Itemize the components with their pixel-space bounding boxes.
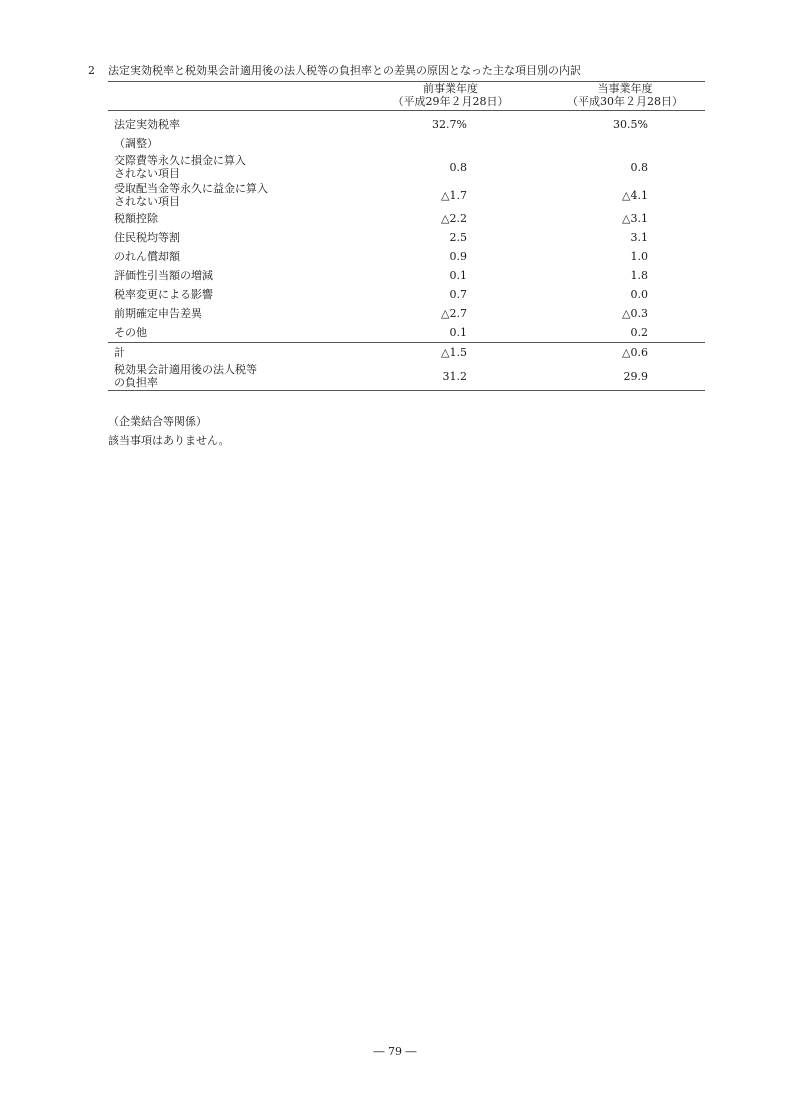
table-row: [108, 153, 705, 181]
row-label-line2: されない項目: [114, 195, 180, 208]
row-label-line1: 計: [114, 346, 125, 359]
row-label: [108, 181, 326, 209]
header-prev-date: （平成29年２月28日）: [326, 95, 515, 111]
row-label: [108, 266, 326, 285]
row-value-prev: 0.9: [449, 250, 467, 263]
row-label-line1: その他: [114, 326, 147, 339]
tax-rate-reconciliation-table: [108, 81, 705, 391]
row-value-curr: 1.8: [630, 269, 648, 282]
row-label: [108, 209, 326, 228]
row-value-prev: 0.1: [449, 269, 467, 282]
row-label: [108, 228, 326, 247]
header-blank: [108, 82, 326, 96]
row-label: [108, 111, 326, 135]
row-label-line1: のれん償却額: [114, 250, 180, 263]
section-number: 2: [88, 64, 95, 77]
row-label-line1: 税額控除: [114, 212, 158, 225]
table-body: [108, 111, 705, 391]
row-label-line1: （調整）: [114, 137, 158, 150]
table-row: [108, 323, 705, 343]
table-row: [108, 285, 705, 304]
row-value-prev: 0.8: [449, 160, 467, 174]
row-label: [108, 153, 326, 181]
row-value-curr: 30.5%: [613, 118, 648, 131]
table-row: [108, 111, 705, 135]
row-label-line1: 交際費等永久に損金に算入: [114, 154, 246, 167]
row-value-curr: 29.9: [515, 362, 705, 391]
row-label-line1: 前期確定申告差異: [114, 307, 202, 320]
row-value-prev: △1.5: [326, 343, 515, 363]
table-row: [108, 304, 705, 323]
row-label-line1: 受取配当金等永久に益金に算入: [114, 182, 268, 195]
row-value-curr: 1.0: [630, 250, 648, 263]
row-value-curr: 3.1: [630, 231, 648, 244]
row-label-line1: 評価性引当額の増減: [114, 269, 213, 282]
row-value-prev: 32.7%: [432, 118, 467, 131]
table-row: [108, 209, 705, 228]
row-value-curr: 0.8: [630, 160, 648, 174]
row-label: [108, 323, 326, 343]
row-value-curr: 0.2: [630, 326, 648, 339]
row-label: [108, 304, 326, 323]
section-heading: [88, 64, 728, 78]
row-value-prev: △2.2: [441, 212, 467, 225]
row-label-line1: 税率変更による影響: [114, 288, 213, 301]
header-curr-year: 当事業年度: [515, 82, 705, 96]
row-label-line2: の負担率: [114, 376, 158, 389]
row-label: [108, 247, 326, 266]
table-row: [108, 247, 705, 266]
table-row: [108, 362, 705, 391]
row-value-curr: △0.3: [622, 307, 648, 320]
table-row: [108, 181, 705, 209]
section-title: 法定実効税率と税効果会計適用後の法人税等の負担率との差異の原因となった主な項目別の内訳: [108, 64, 581, 77]
table-row: [108, 343, 705, 363]
row-value-prev: △1.7: [441, 188, 467, 202]
row-value-curr: △4.1: [622, 188, 648, 202]
row-value-curr: [515, 134, 705, 153]
header-prev-year: 前事業年度: [326, 82, 515, 96]
row-value-curr: △0.6: [515, 343, 705, 363]
header-curr-date: （平成30年２月28日）: [515, 95, 705, 111]
row-label-line1: 法定実効税率: [114, 118, 180, 131]
row-label-line1: 税効果会計適用後の法人税等: [114, 363, 257, 376]
row-value-curr: 0.0: [630, 288, 648, 301]
business-combination-heading: （企業結合等関係）: [108, 415, 207, 428]
table-row: [108, 266, 705, 285]
row-value-prev: 2.5: [449, 231, 467, 244]
row-value-curr: △3.1: [622, 212, 648, 225]
business-combination-text: 該当事項はありません。: [108, 434, 230, 447]
table-row: [108, 134, 705, 153]
row-label: [108, 362, 326, 391]
row-value-prev: [326, 134, 515, 153]
row-label: [108, 343, 326, 363]
row-value-prev: 0.7: [449, 288, 467, 301]
row-value-prev: 0.1: [449, 326, 467, 339]
page-number: ― 79 ―: [373, 1045, 417, 1058]
row-label: [108, 285, 326, 304]
table-row: [108, 228, 705, 247]
business-combination-section: [108, 412, 230, 450]
row-label: [108, 134, 326, 153]
row-value-prev: △2.7: [441, 307, 467, 320]
row-value-prev: 31.2: [326, 362, 515, 391]
row-label-line1: 住民税均等割: [114, 231, 180, 244]
row-label-line2: されない項目: [114, 167, 180, 180]
